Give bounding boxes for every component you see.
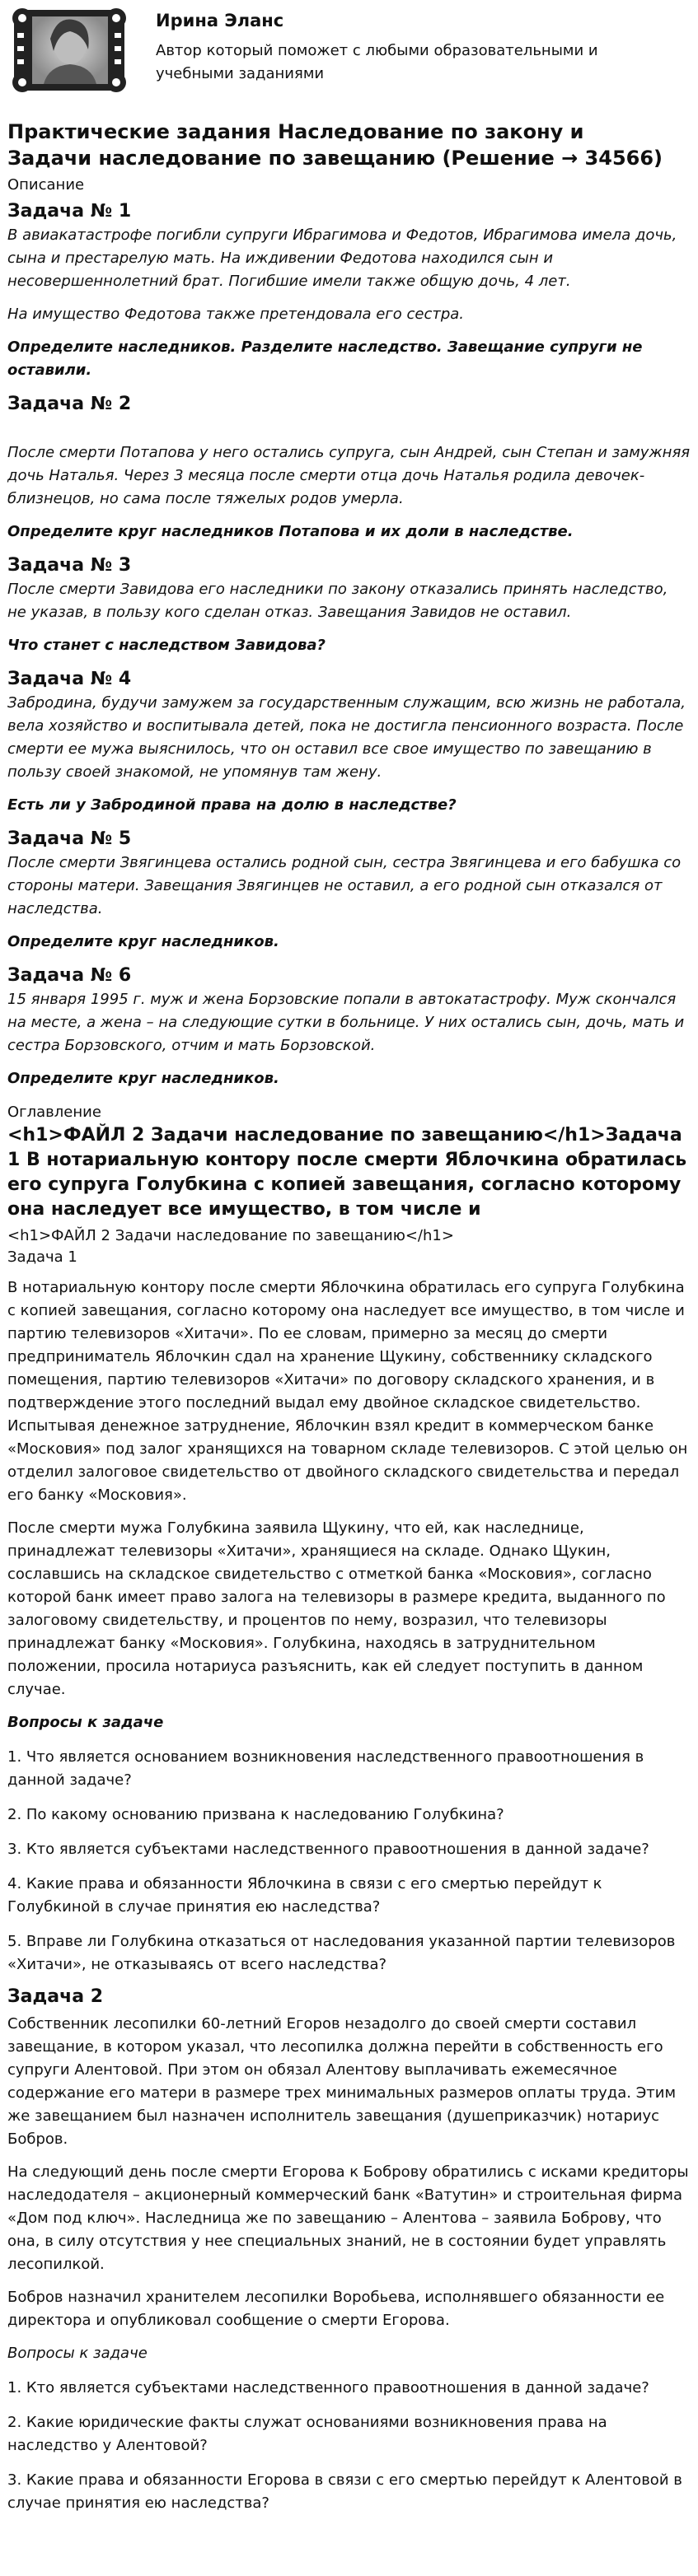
file2-task2-questions	[7, 2377, 691, 2515]
file2-task1-questions-label: Вопросы к задаче	[7, 1714, 164, 1731]
toc-label: Оглавление	[7, 1104, 101, 1121]
file2-task2-question: 2. Какие юридические факты служат основаниями возникновения права на наследство у Алентовой?	[7, 2414, 607, 2454]
file2-task1-question: 1. Что является основанием возникновения наследственного правоотношения в данной задаче?	[7, 1748, 644, 1789]
task-heading: Задача № 6	[7, 965, 132, 986]
task-paragraph: 15 января 1995 г. муж и жена Борзовские попали в автокатастрофу. Муж скончался на месте, а жена – на следующие сутки в больнице. У них остались сын, дочь, мать и сестра Борзовского, отчим и мать Борзовской.	[7, 991, 685, 1054]
file2-task1-paragraph: После смерти мужа Голубкина заявила Щукину, что ей, как наследнице, принадлежат телевизоры «Хитачи», хранящиеся на складе. Однако Щукин, сославшись на складское свидетельство с отметкой банка «Московия», согласно которой банк имеет право залога на телевизоры в размере кредита, выданного по залоговому свидетельству, и процентов по нему, возразил, что телевизоры принадлежат банку «Московия». Голубкина, находясь в затруднительном положении, просила нотариуса разъяснить, как ей следует поступить в данном случае.	[7, 1519, 666, 1698]
toc-heading[interactable]: <h1>ФАЙЛ 2 Задачи наследование по завещанию</h1>Задача 1 В нотариальную контору после смерти Яблочкина обратилась его супруга Голубкина с копией завещания, согласно которому она наследует все имущество, в том числе и	[7, 1125, 687, 1220]
file2-task1-paragraph: В нотариальную контору после смерти Яблочкина обратилась его супруга Голубкина с копией завещания, согласно которому она наследует все имущество, в том числе и партию телевизоров «Хитачи». По ее словам, примерно за месяц до смерти предприниматель Яблочкин сдал на хранение Щукину, собственнику складского помещения, партию телевизоров «Хитачи» по договору складского хранения, и в подтверждение этого последний выдал ему двойное складское свидетельство. Испытывая денежное затруднение, Яблочкин взял кредит в коммерческом банке «Московия» под залог хранящихся на товарном складе телевизоров. С этой целью он отделил залоговое свидетельство от двойного складского свидетельства и передал его банку «Московия».	[7, 1279, 688, 1504]
file2-task2-paragraph: Собственник лесопилки 60-летний Егоров незадолго до своей смерти составил завещание, в котором указал, что лесопилка должна перейти в собственность его супруги Алентовой. При этом он обязал Алентову выплачивать ежемесячное содержание его матери в размере трех минимальных размеров оплаты труда. Этим же завещанием был назначен исполнитель завещания (душеприказчик) нотариус Бобров.	[7, 2015, 677, 2148]
task-paragraph: После смерти Завидова его наследники по закону отказались принять наследство, не указав, в пользу кого сделан отказ. Завещания Завидов не оставил.	[7, 581, 668, 621]
file2-task2-heading: Задача 2	[7, 1986, 104, 2007]
author-avatar	[7, 2, 131, 100]
file2-task1-questions	[7, 1746, 691, 1976]
task-question: Определите круг наследников Потапова и их доли в наследстве.	[7, 523, 574, 540]
task-paragraph: Забродина, будучи замужем за государственным служащим, всю жизнь не работала, вела хозяйство и воспитывала детей, пока не достигла пенсионного возраста. После смерти ее мужа выяснилось, что он оставил все свое имущество по завещанию в пользу своей знакомой, не упомянув там жену.	[7, 694, 686, 781]
file2-raw-heading: <h1>ФАЙЛ 2 Задачи наследование по завещанию</h1>	[7, 1227, 454, 1244]
file2-task1-question: 5. Вправе ли Голубкина отказаться от наследования указанной партии телевизоров «Хитачи», не отказываясь от всего наследства?	[7, 1933, 676, 1973]
task-question: Что станет с наследством Завидова?	[7, 637, 326, 654]
file2-task1-question: 2. По какому основанию призвана к наследованию Голубкина?	[7, 1806, 504, 1823]
task-paragraph: На имущество Федотова также претендовала его сестра.	[7, 306, 465, 323]
author-name[interactable]: Ирина Эланс	[156, 11, 284, 30]
task-heading: Задача № 1	[7, 201, 132, 222]
file2-task2-paragraph: На следующий день после смерти Егорова к Боброву обратились с исками кредиторы наследодателя – акционерный коммерческий банк «Ватутин» и строительная фирма «Дом под ключ». Наследница же по завещанию – Алентова – заявила Боброву, что она, в силу отсутствия у нее специальных знаний, не в состоянии будет управлять лесопилкой.	[7, 2163, 689, 2273]
file2-task1-body	[7, 1276, 691, 1701]
tasks-list	[7, 199, 691, 1090]
author-description: Автор который поможет с любыми образовательными и учебными заданиями	[156, 42, 598, 82]
task-question: Определите наследников. Разделите наследство. Завещание супруги не оставили.	[7, 338, 643, 379]
task-question: Определите круг наследников.	[7, 1070, 279, 1087]
file2-task2-question: 1. Кто является субъектами наследственного правоотношения в данной задаче?	[7, 2379, 649, 2396]
file2-task2-question: 3. Какие права и обязанности Егорова в связи с его смертью перейдут к Алентовой в случае принятия ею наследства?	[7, 2471, 682, 2512]
task-question: Определите круг наследников.	[7, 933, 279, 950]
file2-task2-questions-label: Вопросы к задаче	[7, 2345, 148, 2362]
task-paragraph: В авиакатастрофе погибли супруги Ибрагимова и Федотов, Ибрагимова имела дочь, сына и престарелую мать. На иждивении Федотова находился сын и несовершеннолетний брат. Погибшие имели также общую дочь, 4 лет.	[7, 226, 677, 290]
task-heading: Задача № 2	[7, 394, 132, 414]
task-heading: Задача № 4	[7, 669, 132, 689]
file2-task2-paragraph: Бобров назначил хранителем лесопилки Воробьева, исполнявшего обязанности ее директора и опубликовал сообщение о смерти Егорова.	[7, 2289, 665, 2329]
file2-task2-body	[7, 2013, 691, 2332]
file2-task1-question: 4. Какие права и обязанности Яблочкина в связи с его смертью перейдут к Голубкиной в случае принятия ею наследства?	[7, 1875, 602, 1916]
file2-task1-label: Задача 1	[7, 1248, 77, 1266]
film-reel-avatar-icon	[7, 2, 131, 100]
author-block	[7, 0, 691, 102]
file2-task1-question: 3. Кто является субъектами наследственного правоотношения в данной задаче?	[7, 1841, 649, 1858]
task-heading: Задача № 5	[7, 828, 132, 849]
page-title: Практические задания Наследование по закону и Задачи наследование по завещанию (Решение → 34566)	[7, 120, 663, 170]
task-question: Есть ли у Забродиной права на долю в наследстве?	[7, 796, 457, 814]
description-label: Описание	[7, 176, 85, 194]
task-heading: Задача № 3	[7, 555, 132, 576]
task-paragraph: После смерти Звягинцева остались родной сын, сестра Звягинцева и его бабушка со стороны матери. Завещания Звягинцев не оставил, а его родной сын отказался от наследства.	[7, 854, 682, 917]
task-paragraph: После смерти Потапова у него остались супруга, сын Андрей, сын Степан и замужняя дочь Наталья. Через 3 месяца после смерти отца дочь Наталья родила девочек-близнецов, но сама после тяжелых родов умерла.	[7, 444, 691, 507]
